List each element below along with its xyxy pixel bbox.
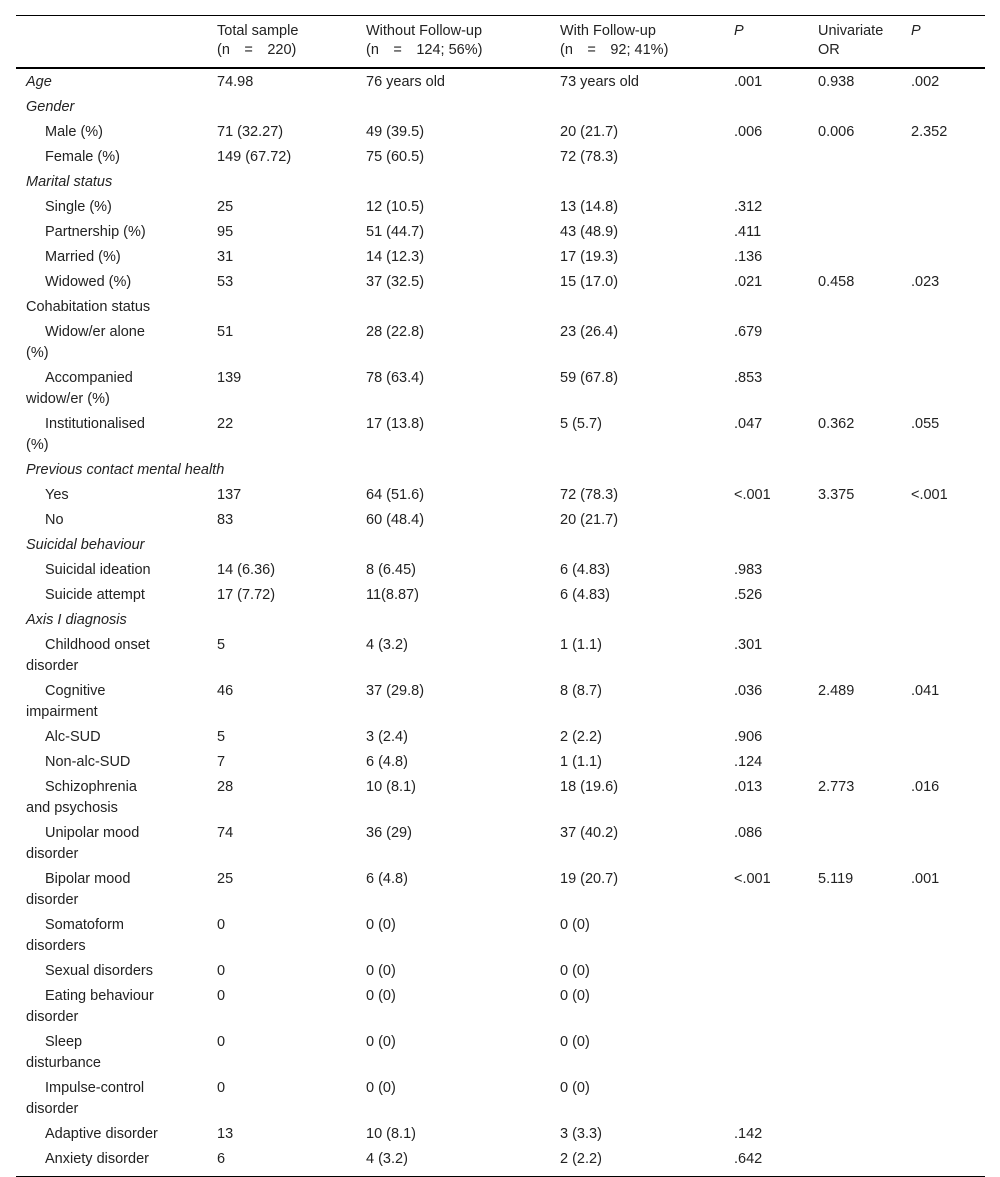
- row-label-continuation: disorders: [26, 938, 86, 954]
- table-row-anxiety-disorder: [16, 1147, 985, 1177]
- cell-p-value: .642: [734, 1151, 763, 1167]
- row-label-continuation: disorder: [26, 846, 79, 862]
- cell-without-followup: 37 (32.5): [366, 274, 425, 290]
- cell-without-followup: 14 (12.3): [366, 249, 425, 265]
- table-row-impulse-control: [16, 1076, 985, 1122]
- cell-p-value: .086: [734, 825, 763, 841]
- header-without-line1: Without Follow-up: [366, 23, 483, 39]
- cell-univariate-or: [808, 1030, 901, 1076]
- row-label-continuation: disorder: [26, 1101, 79, 1117]
- row-label-text: Schizophrenia: [45, 779, 137, 795]
- cell-p-value-2: [901, 508, 985, 533]
- cell-with-followup: 2 (2.2): [560, 729, 602, 745]
- cell-p-value: [724, 913, 808, 959]
- cell-univariate-or: [808, 558, 901, 583]
- row-label-continuation: disturbance: [26, 1055, 101, 1071]
- row-label-text: Unipolar mood: [45, 825, 140, 841]
- row-label: [16, 725, 207, 750]
- cell-without-followup: 3 (2.4): [366, 729, 408, 745]
- cell-p-value-2: [901, 1076, 985, 1122]
- cell-total-sample: 53: [217, 274, 234, 290]
- row-label-text: Married (%): [45, 249, 121, 265]
- row-label: [16, 1122, 207, 1147]
- cell-total-sample: 5: [217, 637, 226, 653]
- table-row-sexual-disorders: [16, 959, 985, 984]
- cell-univariate-or: [808, 1122, 901, 1147]
- cell-p-value: .983: [734, 562, 763, 578]
- cell-without-followup: 60 (48.4): [366, 512, 425, 528]
- row-label-continuation: and psychosis: [26, 800, 118, 816]
- section-row-suicidal-behaviour: [16, 533, 985, 558]
- cell-total-sample: 0: [217, 988, 226, 1004]
- row-label: [16, 145, 207, 170]
- cell-total-sample: 95: [217, 224, 234, 240]
- row-label-text: Adaptive disorder: [45, 1126, 158, 1142]
- cell-total-sample: 0: [217, 963, 226, 979]
- cell-with-followup: 0 (0): [560, 1080, 590, 1096]
- row-label: [16, 679, 207, 725]
- row-label: [16, 633, 207, 679]
- cell-total-sample: 137: [217, 487, 242, 503]
- header-row: [16, 16, 985, 69]
- section-row-axis-i-diagnosis: [16, 608, 985, 633]
- row-label-text: Accompanied: [45, 370, 133, 386]
- cell-without-followup: 64 (51.6): [366, 487, 425, 503]
- cell-univariate-or: [808, 725, 901, 750]
- section-label: Suicidal behaviour: [26, 537, 145, 553]
- cell-p-value-2: [901, 725, 985, 750]
- row-label: [16, 1076, 207, 1122]
- header-or-line1: Univariate: [818, 23, 884, 39]
- table-row-partnership: [16, 220, 985, 245]
- section-row-marital-status: [16, 170, 985, 195]
- cell-univariate-or: 5.119: [818, 871, 854, 887]
- cell-p-value-2: <.001: [911, 487, 948, 503]
- cell-with-followup: 0 (0): [560, 988, 590, 1004]
- cell-without-followup: 4 (3.2): [366, 637, 408, 653]
- table-row-age: [16, 68, 985, 95]
- cell-total-sample: 46: [217, 683, 234, 699]
- cell-univariate-or: [808, 145, 901, 170]
- cell-total-sample: 31: [217, 249, 234, 265]
- row-label: [16, 120, 207, 145]
- row-label-text: Single (%): [45, 199, 112, 215]
- row-label-text: Partnership (%): [45, 224, 146, 240]
- row-label: [16, 270, 207, 295]
- table-body: [16, 68, 985, 1177]
- row-label: [16, 366, 207, 412]
- row-label: [16, 867, 207, 913]
- cell-p-value-2: .055: [911, 416, 940, 432]
- cell-total-sample: 139: [217, 370, 242, 386]
- table-row-accompanied: [16, 366, 985, 412]
- row-label-continuation: disorder: [26, 892, 79, 908]
- header-p-value-2: P: [911, 23, 921, 39]
- cell-without-followup: 51 (44.7): [366, 224, 425, 240]
- table-row-suicidal-ideation: [16, 558, 985, 583]
- cell-univariate-or: [808, 750, 901, 775]
- row-label-text: Alc-SUD: [45, 729, 101, 745]
- cell-p-value-2: 2.352: [911, 124, 948, 140]
- cell-total-sample: 6: [217, 1151, 226, 1167]
- cell-p-value-2: [901, 1147, 985, 1177]
- table-row-sleep: [16, 1030, 985, 1076]
- cell-total-sample: 0: [217, 1034, 226, 1050]
- row-label: [16, 195, 207, 220]
- table-row-widow-er-alone: [16, 320, 985, 366]
- row-label-text: Impulse-control: [45, 1080, 145, 1096]
- header-p-value: P: [734, 23, 744, 39]
- cell-without-followup: 78 (63.4): [366, 370, 425, 386]
- cell-p-value: .136: [734, 249, 763, 265]
- cell-total-sample: 7: [217, 754, 226, 770]
- cell-p-value-2: .023: [911, 274, 940, 290]
- cell-without-followup: 0 (0): [366, 988, 396, 1004]
- header-total-line1: Total sample: [217, 23, 299, 39]
- cell-p-value: .036: [734, 683, 763, 699]
- header-total-line2: (n = 220): [217, 42, 297, 58]
- cell-without-followup: 75 (60.5): [366, 149, 425, 165]
- cell-univariate-or: [808, 959, 901, 984]
- row-label: [16, 984, 207, 1030]
- cell-univariate-or: 0.458: [818, 274, 855, 290]
- header-with-followup: [550, 16, 724, 69]
- cell-without-followup: 6 (4.8): [366, 754, 408, 770]
- cell-univariate-or: [808, 633, 901, 679]
- table-row-bipolar-mood: [16, 867, 985, 913]
- cell-total-sample: 0: [217, 1080, 226, 1096]
- row-label-text: Eating behaviour: [45, 988, 154, 1004]
- cell-p-value-2: [901, 366, 985, 412]
- row-label-continuation: (%): [26, 345, 49, 361]
- cell-without-followup: 36 (29): [366, 825, 412, 841]
- table-row-childhood-onset: [16, 633, 985, 679]
- cell-p-value: .526: [734, 587, 763, 603]
- cell-without-followup: 0 (0): [366, 963, 396, 979]
- cell-p-value: [724, 1076, 808, 1122]
- cell-p-value-2: [901, 1030, 985, 1076]
- cell-univariate-or: 0.938: [818, 74, 855, 90]
- cell-p-value-2: [901, 633, 985, 679]
- cell-univariate-or: [808, 508, 901, 533]
- table-row-non-alc-sud: [16, 750, 985, 775]
- table-row-male: [16, 120, 985, 145]
- table-row-schizophrenia: [16, 775, 985, 821]
- cell-with-followup: 20 (21.7): [560, 124, 619, 140]
- cell-p-value-2: .016: [911, 779, 940, 795]
- cell-without-followup: 0 (0): [366, 1034, 396, 1050]
- cell-without-followup: 37 (29.8): [366, 683, 425, 699]
- table-row-no: [16, 508, 985, 533]
- cell-univariate-or: [808, 195, 901, 220]
- table-row-alc-sud: [16, 725, 985, 750]
- row-label-text: Cognitive: [45, 683, 106, 699]
- cell-univariate-or: 2.773: [818, 779, 855, 795]
- row-label-text: Widowed (%): [45, 274, 132, 290]
- cell-without-followup: 28 (22.8): [366, 324, 425, 340]
- row-label: [16, 750, 207, 775]
- cell-without-followup: 0 (0): [366, 1080, 396, 1096]
- cell-univariate-or: [808, 220, 901, 245]
- cell-p-value: .301: [734, 637, 763, 653]
- cell-with-followup: 6 (4.83): [560, 562, 610, 578]
- cell-with-followup: 18 (19.6): [560, 779, 619, 795]
- row-label-text: Somatoform: [45, 917, 124, 933]
- cell-total-sample: 28: [217, 779, 234, 795]
- cell-p-value-2: [901, 821, 985, 867]
- cell-total-sample: 17 (7.72): [217, 587, 276, 603]
- table-row-unipolar-mood: [16, 821, 985, 867]
- cell-p-value-2: [901, 558, 985, 583]
- row-label-text: No: [45, 512, 64, 528]
- cell-p-value: [724, 1030, 808, 1076]
- cell-with-followup: 59 (67.8): [560, 370, 619, 386]
- table-row-female: [16, 145, 985, 170]
- cell-p-value-2: [901, 750, 985, 775]
- row-label-text: Sleep: [45, 1034, 83, 1050]
- cell-p-value: [724, 145, 808, 170]
- cell-with-followup: 8 (8.7): [560, 683, 602, 699]
- cell-p-value-2: [901, 195, 985, 220]
- cell-without-followup: 4 (3.2): [366, 1151, 408, 1167]
- cell-p-value: .047: [734, 416, 763, 432]
- cell-total-sample: 74.98: [217, 74, 254, 90]
- table-row-widowed: [16, 270, 985, 295]
- table-row-suicide-attempt: [16, 583, 985, 608]
- cell-p-value-2: [901, 320, 985, 366]
- header-with-line2: (n = 92; 41%): [560, 42, 669, 58]
- row-label: [16, 320, 207, 366]
- cell-p-value: .411: [734, 224, 762, 240]
- row-label: [16, 68, 207, 95]
- header-univariate-or: [808, 16, 901, 69]
- cell-p-value: .021: [734, 274, 763, 290]
- cell-without-followup: 11(8.87): [366, 587, 419, 603]
- cell-univariate-or: [808, 821, 901, 867]
- row-label: [16, 775, 207, 821]
- row-label-text: Suicidal ideation: [45, 562, 151, 578]
- header-without-line2: (n = 124; 56%): [366, 42, 483, 58]
- table-row-institutionalised: [16, 412, 985, 458]
- header-or-line2: OR: [818, 42, 840, 58]
- cell-with-followup: 0 (0): [560, 963, 590, 979]
- cell-p-value: .679: [734, 324, 763, 340]
- cell-with-followup: 0 (0): [560, 917, 590, 933]
- cell-with-followup: 23 (26.4): [560, 324, 619, 340]
- row-label-text: Yes: [45, 487, 69, 503]
- cell-p-value-2: .041: [911, 683, 940, 699]
- row-label: [16, 220, 207, 245]
- cell-p-value-2: [901, 959, 985, 984]
- table-row-eating-behaviour: [16, 984, 985, 1030]
- row-label: [16, 483, 207, 508]
- table-header: [16, 16, 985, 69]
- cell-p-value-2: .002: [911, 74, 940, 90]
- cell-with-followup: 15 (17.0): [560, 274, 619, 290]
- cell-without-followup: 0 (0): [366, 917, 396, 933]
- table-row-married: [16, 245, 985, 270]
- section-row-gender: [16, 95, 985, 120]
- section-label: Gender: [26, 99, 75, 115]
- cell-with-followup: 6 (4.83): [560, 587, 610, 603]
- cell-without-followup: 76 years old: [366, 74, 445, 90]
- cell-with-followup: 1 (1.1): [560, 637, 602, 653]
- cell-univariate-or: [808, 984, 901, 1030]
- cell-p-value: .001: [734, 74, 763, 90]
- row-label: [16, 959, 207, 984]
- cell-univariate-or: [808, 245, 901, 270]
- cell-without-followup: 6 (4.8): [366, 871, 408, 887]
- row-label-text: Bipolar mood: [45, 871, 131, 887]
- cell-total-sample: 13: [217, 1126, 234, 1142]
- cell-p-value-2: [901, 145, 985, 170]
- cell-with-followup: 3 (3.3): [560, 1126, 602, 1142]
- cell-univariate-or: [808, 1147, 901, 1177]
- cell-with-followup: 73 years old: [560, 74, 639, 90]
- header-total-sample: [207, 16, 356, 69]
- section-label: Cohabitation status: [26, 299, 151, 315]
- cell-p-value: .853: [734, 370, 763, 386]
- row-label-text: Age: [26, 74, 52, 90]
- row-label-continuation: disorder: [26, 1009, 79, 1025]
- cell-univariate-or: 0.006: [818, 124, 855, 140]
- cell-with-followup: 2 (2.2): [560, 1151, 602, 1167]
- row-label: [16, 1030, 207, 1076]
- cell-with-followup: 72 (78.3): [560, 487, 619, 503]
- cell-p-value: .142: [734, 1126, 763, 1142]
- table-row-yes: [16, 483, 985, 508]
- cell-without-followup: 10 (8.1): [366, 779, 416, 795]
- cell-p-value: .124: [734, 754, 763, 770]
- cell-with-followup: 5 (5.7): [560, 416, 602, 432]
- cell-with-followup: 19 (20.7): [560, 871, 619, 887]
- cell-total-sample: 25: [217, 199, 234, 215]
- row-label-continuation: (%): [26, 437, 49, 453]
- cell-p-value: <.001: [734, 871, 771, 887]
- cell-without-followup: 12 (10.5): [366, 199, 425, 215]
- row-label-text: Childhood onset: [45, 637, 150, 653]
- section-row-previous-contact-mental-health: [16, 458, 985, 483]
- row-label: [16, 412, 207, 458]
- cell-p-value: .906: [734, 729, 763, 745]
- row-label-continuation: widow/er (%): [26, 391, 110, 407]
- row-label-text: Anxiety disorder: [45, 1151, 149, 1167]
- row-label-continuation: disorder: [26, 658, 79, 674]
- cell-univariate-or: 0.362: [818, 416, 855, 432]
- table-row-somatoform: [16, 913, 985, 959]
- cell-p-value: .312: [734, 199, 763, 215]
- cell-p-value-2: [901, 245, 985, 270]
- cell-with-followup: 17 (19.3): [560, 249, 619, 265]
- cell-without-followup: 17 (13.8): [366, 416, 425, 432]
- cell-with-followup: 20 (21.7): [560, 512, 619, 528]
- cell-p-value: <.001: [734, 487, 771, 503]
- cell-univariate-or: [808, 1076, 901, 1122]
- cell-p-value-2: .001: [911, 871, 940, 887]
- cell-total-sample: 74: [217, 825, 234, 841]
- section-row-cohabitation-status: [16, 295, 985, 320]
- section-label: Previous contact mental health: [26, 462, 225, 478]
- row-label: [16, 558, 207, 583]
- row-label-text: Male (%): [45, 124, 104, 140]
- cell-p-value: [724, 984, 808, 1030]
- cell-univariate-or: 3.375: [818, 487, 855, 503]
- cell-p-value: .006: [734, 124, 763, 140]
- cell-total-sample: 14 (6.36): [217, 562, 276, 578]
- cell-with-followup: 43 (48.9): [560, 224, 619, 240]
- cell-total-sample: 25: [217, 871, 234, 887]
- row-label-text: Female (%): [45, 149, 120, 165]
- cell-p-value: [724, 508, 808, 533]
- cell-total-sample: 22: [217, 416, 234, 432]
- row-label-text: Widow/er alone: [45, 324, 145, 340]
- cell-p-value-2: [901, 1122, 985, 1147]
- header-without-followup: [356, 16, 550, 69]
- cell-without-followup: 8 (6.45): [366, 562, 416, 578]
- cell-p-value-2: [901, 913, 985, 959]
- cell-univariate-or: [808, 913, 901, 959]
- cell-total-sample: 149 (67.72): [217, 149, 292, 165]
- table-row-single: [16, 195, 985, 220]
- cell-univariate-or: [808, 320, 901, 366]
- section-label: Axis I diagnosis: [26, 612, 127, 628]
- cell-p-value-2: [901, 984, 985, 1030]
- row-label-text: Suicide attempt: [45, 587, 145, 603]
- section-label: Marital status: [26, 174, 113, 190]
- row-label: [16, 245, 207, 270]
- cell-without-followup: 10 (8.1): [366, 1126, 416, 1142]
- table-row-adaptive-disorder: [16, 1122, 985, 1147]
- row-label-text: Institutionalised: [45, 416, 145, 432]
- row-label: [16, 583, 207, 608]
- cell-with-followup: 0 (0): [560, 1034, 590, 1050]
- row-label: [16, 1147, 207, 1177]
- cell-total-sample: 51: [217, 324, 234, 340]
- cell-total-sample: 0: [217, 917, 226, 933]
- cell-univariate-or: [808, 366, 901, 412]
- cell-p-value: .013: [734, 779, 763, 795]
- cell-with-followup: 13 (14.8): [560, 199, 619, 215]
- cell-with-followup: 1 (1.1): [560, 754, 602, 770]
- cell-univariate-or: [808, 583, 901, 608]
- header-blank: [16, 16, 207, 69]
- cell-with-followup: 37 (40.2): [560, 825, 619, 841]
- row-label-text: Sexual disorders: [45, 963, 153, 979]
- cell-total-sample: 71 (32.27): [217, 124, 284, 140]
- cell-p-value-2: [901, 583, 985, 608]
- cell-total-sample: 83: [217, 512, 234, 528]
- cell-univariate-or: 2.489: [818, 683, 855, 699]
- table-row-cognitive: [16, 679, 985, 725]
- cell-p-value-2: [901, 220, 985, 245]
- cell-without-followup: 49 (39.5): [366, 124, 425, 140]
- row-label: [16, 821, 207, 867]
- row-label: [16, 508, 207, 533]
- row-label-text: Non-alc-SUD: [45, 754, 131, 770]
- row-label: [16, 913, 207, 959]
- data-table: [16, 15, 985, 1177]
- cell-total-sample: 5: [217, 729, 226, 745]
- header-with-line1: With Follow-up: [560, 23, 656, 39]
- cell-p-value: [724, 959, 808, 984]
- cell-with-followup: 72 (78.3): [560, 149, 619, 165]
- row-label-continuation: impairment: [26, 704, 98, 720]
